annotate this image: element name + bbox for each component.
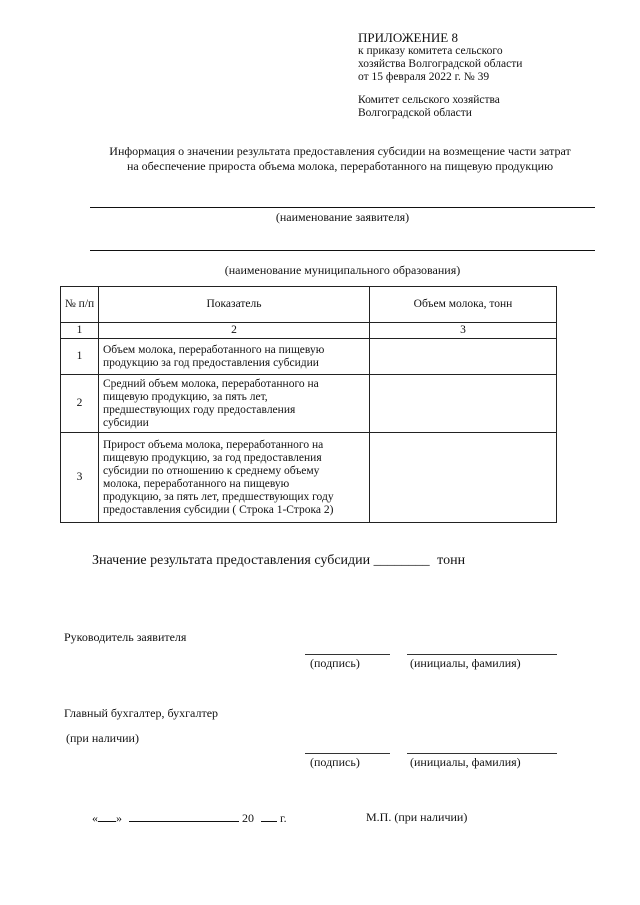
appendix-header: [358, 30, 522, 84]
stamp-note: М.П. (при наличии): [366, 810, 468, 824]
title-line-1: Информация о значении результата предоставления субсидии на возмещение части затрат: [109, 144, 571, 158]
row-indicator: [99, 433, 370, 523]
row-value: [370, 375, 557, 433]
applicant-caption: (наименование заявителя): [275, 210, 410, 224]
header-number: № п/п: [61, 287, 99, 323]
document-title: [60, 144, 620, 174]
order-line-3: от 15 февраля 2022 г. № 39: [358, 71, 490, 83]
date-line: [92, 810, 287, 826]
date-close-quote: »: [116, 811, 122, 825]
row-value: [370, 433, 557, 523]
accountant-label: Главный бухгалтер, бухгалтер: [64, 706, 219, 720]
result-unit: тонн: [437, 553, 466, 568]
result-line: [92, 553, 465, 569]
accountant-if-any: (при наличии): [66, 731, 139, 745]
committee-name: [358, 94, 500, 119]
row-value: [370, 339, 557, 375]
indicator-text-line: продукцию, за пять лет, предшествующих году: [103, 490, 334, 503]
year-prefix: 20: [242, 811, 254, 825]
indicator-text-line: пищевую продукцию, за пять лет,: [103, 390, 268, 403]
indicator-text-line: молока, переработанного на пищевую: [103, 477, 290, 490]
result-label: Значение результата предоставления субсидии: [92, 553, 371, 568]
row-number: 3: [61, 433, 99, 523]
head-label: Руководитель заявителя: [64, 630, 187, 644]
head-signature-caption: (подпись): [310, 656, 360, 670]
indicator-text-line: субсидии: [103, 416, 149, 429]
indicator-text-line: предшествующих году предоставления: [103, 403, 296, 416]
table-row: [61, 375, 557, 433]
indicator-text-line: продукцию за год предоставления субсидии: [103, 356, 319, 369]
header-volume: Объем молока, тонн: [370, 287, 557, 323]
index-cell-3: 3: [370, 323, 557, 339]
indicator-table: [60, 286, 557, 523]
row-number: 1: [61, 339, 99, 375]
table-row: [61, 433, 557, 523]
year-blank: [261, 810, 277, 822]
table-row: [61, 339, 557, 375]
head-signature-line: [305, 654, 390, 655]
indicator-text-line: Средний объем молока, переработанного на: [103, 377, 319, 390]
day-blank: [98, 810, 116, 822]
municipality-line: [90, 250, 595, 251]
accountant-name-line: [407, 753, 557, 754]
year-suffix: г.: [280, 811, 287, 825]
head-name-caption: (инициалы, фамилия): [410, 656, 521, 670]
table-header-row: [61, 287, 557, 323]
date-open-quote: «: [92, 811, 98, 825]
indicator-text-line: пищевую продукцию, за год предоставления: [103, 451, 322, 464]
index-cell-2: 2: [99, 323, 370, 339]
result-blank: ________: [373, 553, 430, 568]
row-indicator: [99, 375, 370, 433]
header-indicator: Показатель: [99, 287, 370, 323]
order-line-2: хозяйства Волгоградской области: [358, 58, 523, 70]
row-indicator: [99, 339, 370, 375]
title-line-2: на обеспечение прироста объема молока, переработанного на пищевую продукцию: [126, 159, 554, 173]
accountant-signature-line: [305, 753, 390, 754]
index-cell-1: 1: [61, 323, 99, 339]
table-index-row: [61, 323, 557, 339]
accountant-name-caption: (инициалы, фамилия): [410, 755, 521, 769]
indicator-text-line: Прирост объема молока, переработанного на: [103, 438, 324, 451]
municipality-caption: (наименование муниципального образования): [224, 263, 461, 277]
indicator-text-line: Объем молока, переработанного на пищевую: [103, 343, 325, 356]
applicant-line: [90, 207, 595, 208]
order-line-1: к приказу комитета сельского: [358, 45, 503, 57]
accountant-signature-caption: (подпись): [310, 755, 360, 769]
row-number: 2: [61, 375, 99, 433]
head-name-line: [407, 654, 557, 655]
indicator-text-line: предоставления субсидии ( Строка 1-Строка 2): [103, 503, 334, 516]
committee-line-1: Комитет сельского хозяйства: [358, 94, 500, 106]
indicator-text-line: субсидии по отношению к среднему объему: [103, 464, 320, 477]
committee-line-2: Волгоградской области: [358, 106, 472, 119]
month-blank: [129, 810, 239, 822]
appendix-title: ПРИЛОЖЕНИЕ 8: [358, 30, 458, 45]
